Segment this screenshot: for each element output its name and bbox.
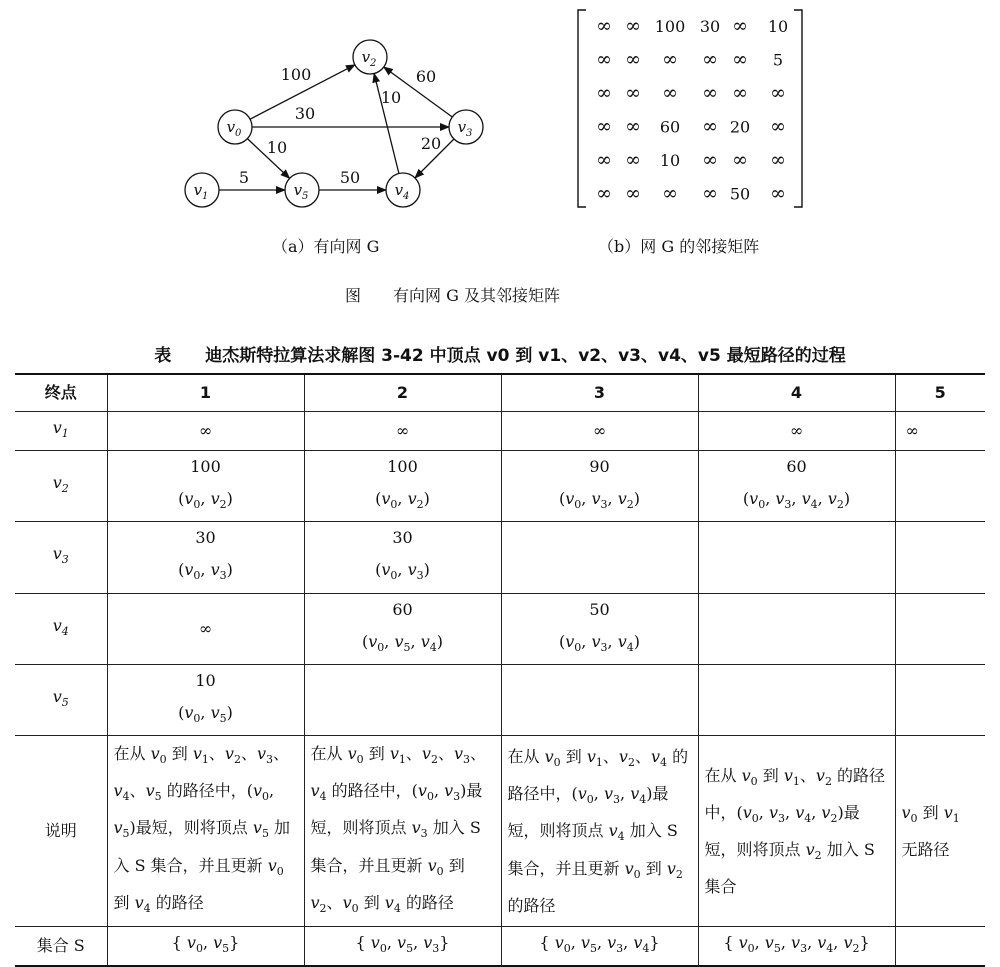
cell-v2-3: 90 ($v_0$, $v_3$, $v_2$) <box>501 451 698 522</box>
matrix-cell-3-5: ∞ <box>770 115 786 138</box>
matrix-cell-0-1: ∞ <box>625 15 641 37</box>
note-3: 在从 $v_0$ 到 $v_1$、$v_2$、$v_4$ 的路径中，($v_0$, $v_3$, $v_4$)最短，则将顶点 $v_4$ 加入 S 集合，并且更新 $v_0$ 到 $v_2$ 的路径 <box>501 735 698 926</box>
cell-v5-5 <box>895 664 985 735</box>
set-3: { $v_0$, $v_5$, $v_3$, $v_4$} <box>501 926 698 966</box>
matrix-cell-0-4: ∞ <box>732 15 748 37</box>
header-1: 1 <box>107 374 304 412</box>
note-2: 在从 $v_0$ 到 $v_1$、$v_2$、$v_3$、$v_4$ 的路径中，($v_0$, $v_3$)最短，则将顶点 $v_3$ 加入 S 集合，并且更新 $v_0$ 到 $v_2$、$v_0$ 到 $v_4$ 的路径 <box>304 735 501 926</box>
row-label-v1: $v_1$ <box>15 412 107 451</box>
set-1: { $v_0$, $v_5$} <box>107 926 304 966</box>
graph-figure <box>0 0 1000 320</box>
matrix-cell-4-5: ∞ <box>770 149 786 171</box>
node-label-v2: $v_2$ <box>361 48 377 69</box>
set-label: 集合 S <box>15 926 107 966</box>
edge-weight-v3-v4: 20 <box>420 134 442 153</box>
dijkstra-table <box>15 373 985 967</box>
table-row <box>15 664 985 735</box>
matrix-right-bracket <box>794 10 802 207</box>
matrix-cell-1-4: ∞ <box>732 48 748 71</box>
cell-v5-4 <box>698 664 895 735</box>
edge-weight-v0-v3: 30 <box>294 104 316 123</box>
matrix-cell-0-0: ∞ <box>596 15 612 37</box>
matrix-cell-5-2: ∞ <box>662 182 678 205</box>
table-row <box>15 593 985 664</box>
matrix-cell-2-2: ∞ <box>662 82 678 104</box>
cell-v2-2: 100 ($v_0$, $v_2$) <box>304 451 501 522</box>
matrix-cell-1-1: ∞ <box>625 48 641 71</box>
note-1: 在从 $v_0$ 到 $v_1$、$v_2$、$v_3$、$v_4$、$v_5$ 的路径中，($v_0$, $v_5$)最短，则将顶点 $v_5$ 加入 S 集合，并且更新 $v_0$ 到 $v_4$ 的路径 <box>107 735 304 926</box>
edge-weight-v3-v2: 60 <box>415 67 437 86</box>
matrix-cell-2-3: ∞ <box>702 82 718 104</box>
matrix-cell-2-4: ∞ <box>732 82 748 104</box>
cell-v3-5 <box>895 522 985 593</box>
header-2: 2 <box>304 374 501 412</box>
matrix-cell-0-5: 10 <box>767 17 789 36</box>
node-label-v0: $v_0$ <box>226 118 242 139</box>
cell-v1-1: ∞ <box>107 412 304 451</box>
table-row <box>15 451 985 522</box>
cell-v3-4 <box>698 522 895 593</box>
cell-v2-1: 100 ($v_0$, $v_2$) <box>107 451 304 522</box>
note-4: 在从 $v_0$ 到 $v_1$、$v_2$ 的路径中，($v_0$, $v_3$, $v_4$, $v_2$)最短，则将顶点 $v_2$ 加入 S 集合 <box>698 735 895 926</box>
matrix-cell-4-4: ∞ <box>732 149 748 171</box>
cell-v2-4: 60 ($v_0$, $v_3$, $v_4$, $v_2$) <box>698 451 895 522</box>
cell-v2-5 <box>895 451 985 522</box>
matrix-cell-4-2: 10 <box>659 151 681 170</box>
matrix-cell-4-1: ∞ <box>625 149 641 171</box>
cell-v4-3: 50 ($v_0$, $v_3$, $v_4$) <box>501 593 698 664</box>
matrix-left-bracket <box>578 10 586 207</box>
cell-v5-1: 10 ($v_0$, $v_5$) <box>107 664 304 735</box>
row-label-v5: $v_5$ <box>15 664 107 735</box>
table-row <box>15 412 985 451</box>
matrix-cell-2-0: ∞ <box>596 82 612 104</box>
node-label-v5: $v_5$ <box>293 181 309 202</box>
matrix-cell-5-5: ∞ <box>770 182 786 205</box>
edge-weight-v0-v5: 10 <box>266 138 288 157</box>
matrix-cell-4-0: ∞ <box>596 149 612 171</box>
set-4: { $v_0$, $v_5$, $v_3$, $v_4$, $v_2$} <box>698 926 895 966</box>
matrix-cell-3-1: ∞ <box>625 115 641 138</box>
matrix-cell-0-2: 100 <box>654 17 686 36</box>
matrix-cell-5-0: ∞ <box>596 182 612 205</box>
header-5: 5 <box>895 374 985 412</box>
cell-v3-3 <box>501 522 698 593</box>
cell-v3-2: 30 ($v_0$, $v_3$) <box>304 522 501 593</box>
matrix-cell-1-5: 5 <box>772 50 784 70</box>
cell-v4-4 <box>698 593 895 664</box>
header-0: 终点 <box>15 374 107 412</box>
matrix-cell-3-2: 60 <box>659 117 681 137</box>
table-row <box>15 522 985 593</box>
caption-a: （a）有向网 G <box>272 237 380 256</box>
matrix-cell-3-4: 20 <box>729 117 751 137</box>
cell-v5-2 <box>304 664 501 735</box>
node-label-v3: $v_3$ <box>457 118 473 139</box>
header-4: 4 <box>698 374 895 412</box>
matrix-cell-3-0: ∞ <box>596 115 612 138</box>
cell-v3-1: 30 ($v_0$, $v_3$) <box>107 522 304 593</box>
matrix-cell-4-3: ∞ <box>702 149 718 171</box>
matrix-cell-1-0: ∞ <box>596 48 612 71</box>
row-label-v4: $v_4$ <box>15 593 107 664</box>
cell-v4-1: ∞ <box>107 593 304 664</box>
edge-weight-v4-v2: 10 <box>380 88 402 107</box>
set-2: { $v_0$, $v_5$, $v_3$} <box>304 926 501 966</box>
row-label-v2: $v_2$ <box>15 451 107 522</box>
cell-v1-2: ∞ <box>304 412 501 451</box>
edge-weight-v0-v2: 100 <box>280 65 312 84</box>
table-title: 表 迪杰斯特拉算法求解图 3-42 中顶点 v0 到 v1、v2、v3、v4、v5 最短路径的过程 <box>154 346 846 366</box>
matrix-cell-5-4: 50 <box>729 184 751 204</box>
matrix-cell-2-5: ∞ <box>770 82 786 104</box>
cell-v4-2: 60 ($v_0$, $v_5$, $v_4$) <box>304 593 501 664</box>
matrix-cell-5-3: ∞ <box>702 182 718 205</box>
header-3: 3 <box>501 374 698 412</box>
note-5: $v_0$ 到 $v_1$ 无路径 <box>895 735 985 926</box>
cell-v1-3: ∞ <box>501 412 698 451</box>
caption-b: （b）网 G 的邻接矩阵 <box>598 237 760 256</box>
cell-v4-5 <box>895 593 985 664</box>
matrix-cell-2-1: ∞ <box>625 82 641 104</box>
note-label: 说明 <box>15 735 107 926</box>
cell-v1-4: ∞ <box>698 412 895 451</box>
set-5 <box>895 926 985 966</box>
matrix-cell-1-2: ∞ <box>662 48 678 71</box>
matrix-cell-5-1: ∞ <box>625 182 641 205</box>
edge-weight-v1-v5: 5 <box>238 168 250 187</box>
node-label-v1: $v_1$ <box>193 181 209 202</box>
cell-v1-5: ∞ <box>895 412 985 451</box>
figure-caption: 图 有向网 G 及其邻接矩阵 <box>345 286 560 305</box>
matrix-cell-1-3: ∞ <box>702 48 718 71</box>
cell-v5-3 <box>501 664 698 735</box>
edge-weight-v5-v4: 50 <box>339 168 361 187</box>
node-label-v4: $v_4$ <box>394 181 410 202</box>
matrix-cell-0-3: 30 <box>699 17 721 36</box>
matrix-cell-3-3: ∞ <box>702 115 718 138</box>
row-label-v3: $v_3$ <box>15 522 107 593</box>
